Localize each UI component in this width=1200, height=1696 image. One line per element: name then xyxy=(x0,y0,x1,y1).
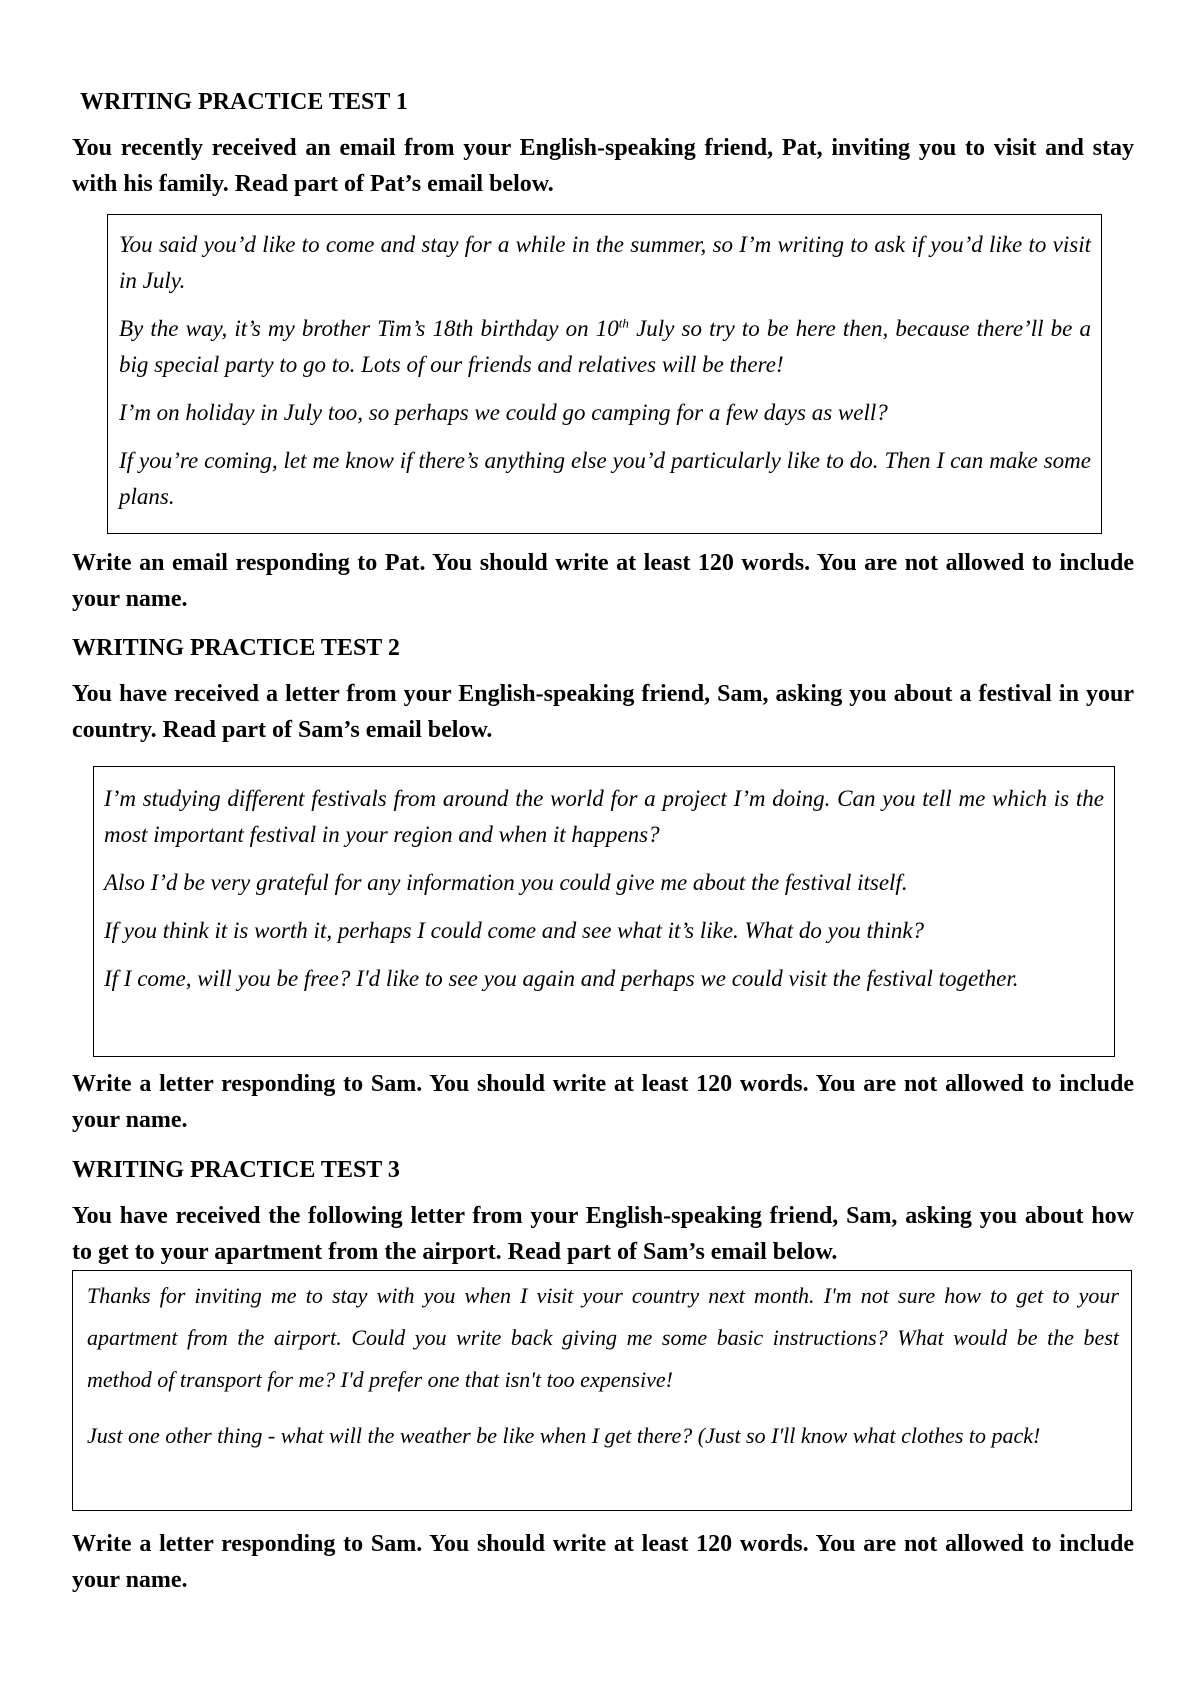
test-3-instruction: Write a letter responding to Sam. You should write at least 120 words. You are not allowed to include your name. xyxy=(72,1531,1134,1593)
test-2-email-paragraph-1: I’m studying different festivals from around the world for a project I’m doing. Can you tell me which is the most important festival in your region and when it happens? xyxy=(104,786,1104,847)
test-3-intro: You have received the following letter from your English-speaking friend, Sam, asking you about how to get to your apartment from the airport. Read part of Sam’s email below. xyxy=(72,1203,1134,1265)
test-1-email-paragraph-4: If you’re coming, let me know if there’s anything else you’d particularly like to do. Then I can make some plans. xyxy=(119,448,1091,509)
test-1-instruction: Write an email responding to Pat. You should write at least 120 words. You are not allowed to include your name. xyxy=(72,550,1134,612)
test-2-intro: You have received a letter from your English-speaking friend, Sam, asking you about a festival in your country. Read part of Sam’s email below. xyxy=(72,681,1134,743)
test-2-email-box xyxy=(93,766,1115,1057)
test-1-email-paragraph-2: By the way, it’s my brother Tim’s 18th birthday on 10th July so try to be here then, because there’ll be a big special party to go to. Lots of our friends and relatives will be there! xyxy=(119,315,1091,377)
test-1-email-paragraph-3: I’m on holiday in July too, so perhaps we could go camping for a few days as well? xyxy=(119,400,888,425)
test-3-email-paragraph-2: Just one other thing - what will the weather be like when I get there? (Just so I'll know what clothes to pack! xyxy=(87,1423,1041,1448)
test-3-email-box xyxy=(72,1270,1132,1511)
test-2-instruction: Write a letter responding to Sam. You should write at least 120 words. You are not allowed to include your name. xyxy=(72,1071,1134,1133)
test-1-email-paragraph-1: You said you’d like to come and stay for a while in the summer, so I’m writing to ask if you’d like to visit in July. xyxy=(119,232,1091,293)
test-3-email-paragraph-1: Thanks for inviting me to stay with you when I visit your country next month. I'm not sure how to get to your apartment from the airport. Could you write back giving me some basic instructions? What would be the best method of transport for me? I'd prefer one that isn't too expensive! xyxy=(87,1283,1119,1392)
test-1-intro: You recently received an email from your English-speaking friend, Pat, inviting you to visit and stay with his family. Read part of Pat’s email below. xyxy=(72,135,1134,197)
test-3-title: WRITING PRACTICE TEST 3 xyxy=(72,1157,400,1183)
test-1-email-box xyxy=(107,214,1102,534)
test-1-title: WRITING PRACTICE TEST 1 xyxy=(80,89,408,115)
test-2-title: WRITING PRACTICE TEST 2 xyxy=(72,635,400,661)
test-2-email-paragraph-3: If you think it is worth it, perhaps I could come and see what it’s like. What do you think? xyxy=(104,918,925,943)
test-2-email-paragraph-4: If I come, will you be free? I'd like to see you again and perhaps we could visit the festival together. xyxy=(104,966,1019,991)
test-2-email-paragraph-2: Also I’d be very grateful for any information you could give me about the festival itself. xyxy=(104,870,908,895)
